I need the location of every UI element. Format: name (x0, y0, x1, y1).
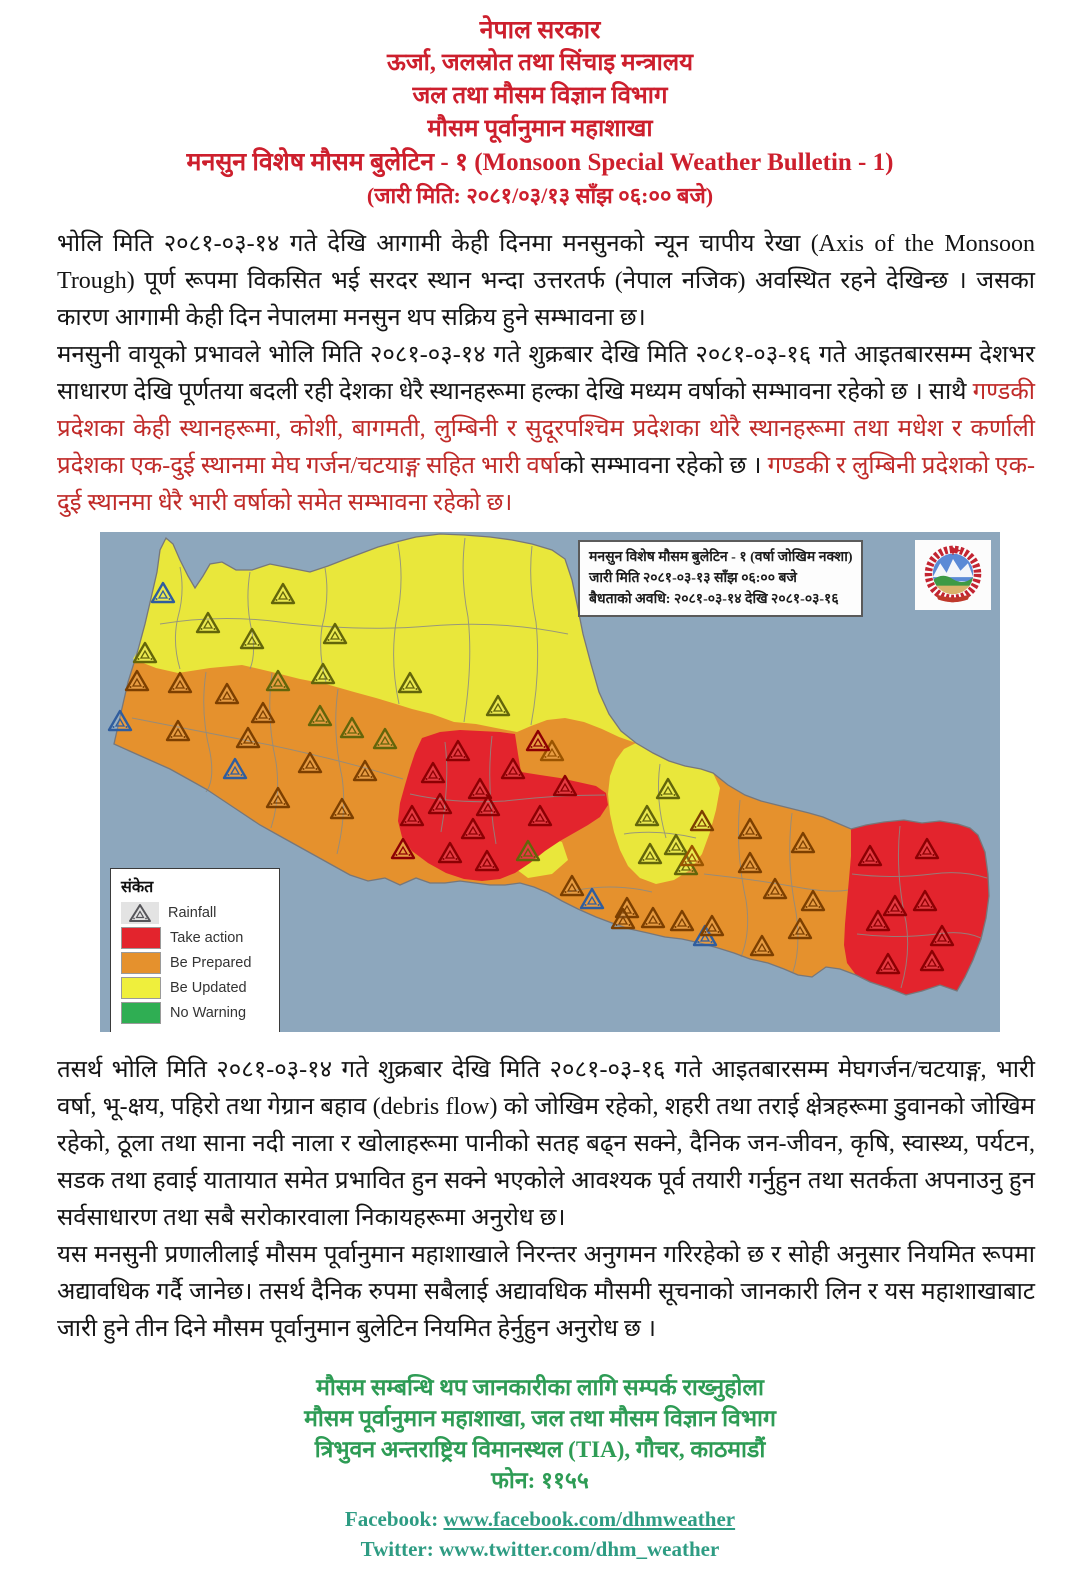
twitter-link[interactable]: www.twitter.com/dhm_weather (438, 1537, 720, 1561)
legend-swatch-be-updated (121, 977, 161, 999)
para2-red-2: गण्डकी र लुम्बिनी प्रदेशको एक-दुई स्थानमा धेरै भारी वर्षाको समेत सम्भावना रहेको छ। (57, 453, 1035, 516)
social-links (0, 1504, 1080, 1564)
document-header (0, 0, 1080, 212)
facebook-label: Facebook: (344, 1507, 444, 1531)
map-legend (110, 868, 280, 1032)
footer-phone: फोन: ११५५ (491, 1468, 589, 1493)
paragraph-1 (57, 226, 1035, 337)
bulletin-body-bottom (57, 1052, 1035, 1348)
paragraph-4 (57, 1237, 1035, 1348)
legend-row-rainfall (121, 900, 271, 925)
map-info-box (578, 540, 863, 617)
legend-row-be-updated (121, 975, 271, 1000)
legend-swatch-take-action (121, 927, 161, 949)
legend-row-no-warning (121, 1000, 271, 1025)
facebook-line (0, 1504, 1080, 1534)
footer-line1: मौसम सम्बन्धि थप जानकारीका लागि सम्पर्क राख्नुहोला (316, 1375, 764, 1400)
legend-title: संकेत (121, 879, 154, 896)
gov-title: नेपाल सरकार (479, 17, 601, 44)
legend-row-take-action (121, 925, 271, 950)
legend-swatch-no-warning (121, 1002, 161, 1024)
map-info-line1: मनसुन विशेष मौसम बुलेटिन - १ (वर्षा जोखिम नक्शा) (589, 550, 853, 565)
legend-row-be-prepared (121, 950, 271, 975)
paragraph-2 (57, 337, 1035, 522)
rainfall-triangle-icon (121, 902, 159, 924)
department-title: जल तथा मौसम विज्ञान विभाग (412, 83, 668, 109)
legend-label-no-warning: No Warning (170, 1004, 247, 1021)
issue-date: (जारी मिति: २०८१/०३/१३ साँझ ०६:०० बजे) (366, 183, 714, 208)
bulletin-title: मनसुन विशेष मौसम बुलेटिन - १ (Monsoon Special Weather Bulletin - 1) (186, 149, 894, 176)
para1-text: भोलि मिति २०८१-०३-१४ गते देखि आगामी केही दिनमा मनसुनको न्यून चापीय रेखा (Axis of the Monsoon Trough) पूर्ण रूपमा विकसित भई सरदर स्थान भन्दा उत्तरतर्फ (नेपाल नजिक) अवस्थित रहने देखिन्छ । जसका कारण आगामी केही दिन नेपालमा मनसुन थप सक्रिय हुने सम्भावना छ। (57, 231, 1035, 331)
footer-line3: त्रिभुवन अन्तराष्ट्रिय विमानस्थल (TIA), गौचर, काठमाडौं (314, 1437, 766, 1462)
legend-label-be-updated: Be Updated (170, 979, 247, 996)
legend-swatch-be-prepared (121, 952, 161, 974)
nepal-emblem-icon (921, 545, 985, 605)
twitter-label: Twitter: (360, 1537, 439, 1561)
nepal-emblem (915, 540, 991, 610)
twitter-line (0, 1534, 1080, 1564)
para4-text: यस मनसुनी प्रणालीलाई मौसम पूर्वानुमान महाशाखाले निरन्तर अनुगमन गरिरहेको छ र सोही अनुसार नियमित रूपमा अद्यावधिक गर्दै जानेछ। तसर्थ दैनिक रुपमा सबैलाई अद्यावधिक मौसमी सूचनाको जानकारी लिन र यस महाशाखाबाट जारी हुने तीन दिने मौसम पूर्वानुमान बुलेटिन नियमित हेर्नुहुन अनुरोध छ । (57, 1242, 1035, 1342)
paragraph-3 (57, 1052, 1035, 1237)
footer-line2: मौसम पूर्वानुमान महाशाखा, जल तथा मौसम विज्ञान विभाग (304, 1406, 776, 1431)
map-info-line3: बैधताको अवधि: २०८१-०३-१४ देखि २०८१-०३-१६ (589, 592, 839, 607)
map-info-line2: जारी मिति २०८१-०३-१३ साँझ ०६:०० बजे (589, 571, 797, 586)
bulletin-body-top (57, 226, 1035, 522)
para2-black-2: को सम्भावना रहेको छ । (559, 453, 768, 479)
contact-footer (0, 1372, 1080, 1496)
division-title: मौसम पूर्वानुमान महाशाखा (427, 116, 653, 142)
facebook-link[interactable]: www.facebook.com/dhmweather (443, 1507, 736, 1531)
para2-black-1: मनसुनी वायूको प्रभावले भोलि मिति २०८१-०३-१४ गते शुक्रबार देखि मिति २०८१-०३-१६ गते आइतबारसम्म देशभर साधारण देखि पूर्णतया बदली रही देशका धेरै स्थानहरूमा हल्का देखि मध्यम वर्षाको सम्भावना रहेको छ । साथै (57, 342, 1035, 405)
legend-label-be-prepared: Be Prepared (170, 954, 252, 971)
legend-label-take-action: Take action (170, 929, 244, 946)
para2-red-1: गण्डकी प्रदेशका केही स्थानहरूमा, कोशी, बागमती, लुम्बिनी र सुदूरपश्चिम प्रदेशका थोरै स्थानहरूमा तथा मधेश र कर्णाली प्रदेशका एक-दुई स्थानमा मेघ गर्जन/चटयाङ्ग सहित भारी वर्षा (57, 379, 1035, 479)
ministry-title: ऊर्जा, जलस्रोत तथा सिंचाइ मन्त्रालय (386, 50, 694, 76)
risk-map (100, 532, 1000, 1032)
para3-text: तसर्थ भोलि मिति २०८१-०३-१४ गते शुक्रबार देखि मिति २०८१-०३-१६ गते आइतबारसम्म मेघगर्जन/चटयाङ्ग, भारी वर्षा, भू-क्षय, पहिरो तथा गेग्रान बहाव (debris flow) को जोखिम रहेको, शहरी तथा तराई क्षेत्रहरूमा डुवानको जोखिम रहेको, ठूला तथा साना नदी नाला र खोलाहरूमा पानीको सतह बढ्न सक्ने, दैनिक जन-जीवन, कृषि, स्वास्थ्य, पर्यटन, सडक तथा हवाई यातायात समेत प्रभावित हुन सक्ने भएकोले आवश्यक पूर्व तयारी गर्नुहुन तथा सतर्कता अपनाउनु हुन सर्वसाधारण तथा सबै सरोकारवाला निकायहरूमा अनुरोध छ। (57, 1057, 1035, 1231)
legend-label-rainfall: Rainfall (168, 904, 217, 921)
